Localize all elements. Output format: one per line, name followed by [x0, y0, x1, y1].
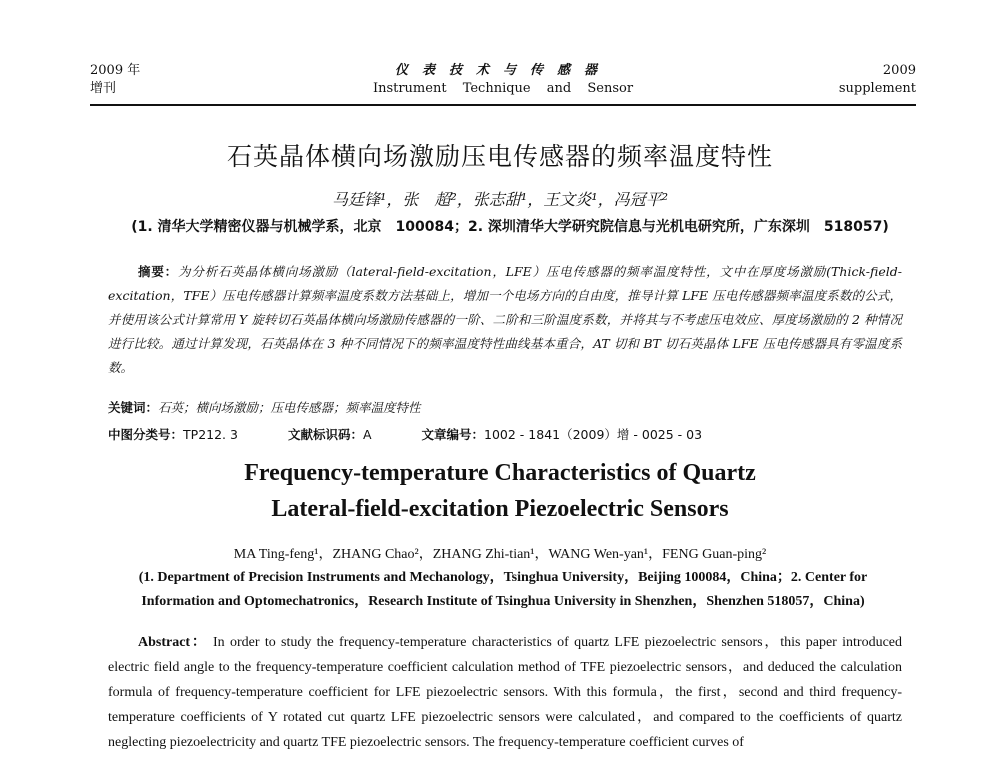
journal-word: Instrument	[372, 81, 447, 96]
header-right	[839, 62, 916, 98]
journal-name	[90, 62, 916, 98]
document-code: 文献标识码：A	[287, 427, 372, 442]
header-year: 2009 年	[90, 63, 141, 78]
authors-en: MA Ting-feng¹，ZHANG Chao²，ZHANG Zhi-tian¹，WANG Wen-yan¹，FENG Guan-ping²	[233, 547, 767, 562]
journal-name-en	[90, 80, 916, 98]
keywords-cn-label: 关键词：	[108, 400, 159, 415]
page-header	[90, 60, 916, 106]
article-number: 文章编号：1002 - 1841（2009）增 - 0025 - 03	[421, 427, 703, 442]
paper-title-en-line2: Lateral-field-excitation Piezoelectric Sensors	[271, 496, 729, 522]
abstract-cn	[108, 260, 902, 380]
journal-word: and	[546, 81, 572, 96]
affiliation-en: (1. Department of Precision Instruments and Mechanology，Tsinghua University，Beijing 100084，China；2. Center for Information and Optomechatronics，Research Institute of Tsinghua University in Shenzhen，Shenzhen 518057，China)	[138, 570, 868, 609]
paper-title-cn: 石英晶体横向场激励压电传感器的频率温度特性	[226, 142, 773, 171]
abstract-cn-text: 为分析石英晶体横向场激励（lateral-field-excitation，LFE）压电传感器的频率温度特性，文中在厚度场激励(Thick-field-excitation，TFE）压电传感器计算频率温度系数方法基础上，增加一个电场方向的自由度，推导计算 LFE 压电传感器频率温度系数的公式，并使用该公式计算常用 Y 旋转切石英晶体横向场激励传感器的一阶、二阶和三阶温度系数，并将其与不考虑压电效应、厚度场激励的 2 种情况进行比较。通过计算发现，石英晶体在 3 种不同情况下的频率温度特性曲线基本重合，AT 切和 BT 切石英晶体 LFE 压电传感器具有零温度系数。	[108, 264, 902, 375]
classification-line	[108, 425, 748, 443]
header-supplement: supplement	[838, 81, 916, 96]
abstract-en-text: In order to study the frequency-temperature characteristics of quartz LFE piezoelectric sensors，this paper introduced electric field angle to the frequency-temperature coefficient calculation method of TFE piezoelectric sensors，and deduced the calculation formula of frequency-temperature coefficient for LFE piezoelectric sensors. With this formula，the first，second and third frequency-temperature coefficients of Y rotated cut quartz LFE piezoelectric sensors were calculated，and compared to the coefficients of quartz neglecting piezoelectricity and quartz TFE piezoelectric sensors. The frequency-temperature coefficient curves of	[108, 635, 903, 750]
journal-name-cn: 仪表技术与传感器	[394, 63, 611, 78]
journal-word: Technique	[462, 81, 531, 96]
header-issue: 增刊	[90, 81, 117, 96]
abstract-cn-label: 摘要：	[138, 264, 179, 279]
paper-title-en	[0, 455, 1000, 527]
abstract-en	[108, 630, 902, 755]
authors-cn: 马廷锋¹，张 超²，张志甜¹，王文炎¹，冯冠平²	[331, 190, 669, 209]
abstract-en-label: Abstract：	[138, 635, 208, 650]
clc-number: 中图分类号：TP212. 3	[108, 427, 238, 442]
affiliation-cn: (1. 清华大学精密仪器与机械学系，北京 100084；2. 深圳清华大学研究院信息与光机电研究所，广东深圳 518057)	[131, 219, 889, 235]
keywords-cn-text: 石英；横向场激励；压电传感器；频率温度特性	[158, 400, 421, 415]
paper-title-en-line1: Frequency-temperature Characteristics of Quartz	[244, 460, 756, 486]
keywords-cn	[108, 398, 421, 416]
header-year-en: 2009	[882, 63, 916, 78]
journal-word: Sensor	[587, 81, 634, 96]
